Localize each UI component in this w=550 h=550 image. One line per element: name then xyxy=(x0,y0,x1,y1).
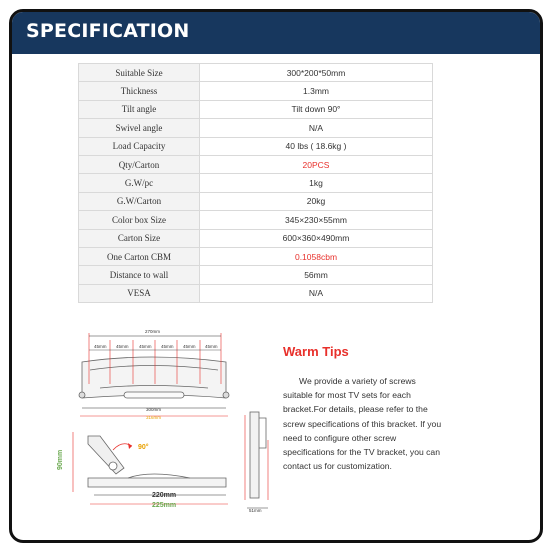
inner-width-label: 300mm xyxy=(146,407,162,412)
spec-label: Distance to wall xyxy=(79,266,200,284)
spec-value: 20kg xyxy=(200,192,433,210)
front-view xyxy=(79,357,229,398)
spec-value: 600×360×490mm xyxy=(200,229,433,247)
spec-label: VESA xyxy=(79,284,200,302)
spec-label: Color box Size xyxy=(79,211,200,229)
spec-value: 56mm xyxy=(200,266,433,284)
hole-spacing-label: 45mm xyxy=(161,344,174,349)
spec-value: 1kg xyxy=(200,174,433,192)
spec-value: 40 lbs ( 18.6kg ) xyxy=(200,137,433,155)
hole-spacing-label: 45mm xyxy=(116,344,129,349)
hole-spacing-label: 45mm xyxy=(205,344,218,349)
spec-label: Tilt angle xyxy=(79,100,200,118)
tilt-label: 90° xyxy=(138,444,149,451)
top-width-label: 270mm xyxy=(145,329,161,334)
spec-value: N/A xyxy=(200,284,433,302)
spec-value: 345×230×55mm xyxy=(200,211,433,229)
spec-value: 1.3mm xyxy=(200,82,433,100)
warm-tips-text: We provide a variety of screws suitable for most TV sets for each bracket.For details, please refer to the screw specifications of this bracket. If you need to configure other screw specifications for the TV bracket, you can contact us for customization. xyxy=(283,376,442,472)
spec-value: N/A xyxy=(200,119,433,137)
spec-label: Swivel angle xyxy=(79,119,200,137)
hole-spacing-labels xyxy=(94,344,218,349)
warm-tips-title: Warm Tips xyxy=(283,344,349,359)
spec-label: One Carton CBM xyxy=(79,247,200,265)
profile-view xyxy=(245,412,268,513)
depth-label: 51mm xyxy=(249,508,262,513)
base-width-label: 220mm xyxy=(152,492,177,499)
spec-value: Tilt down 90° xyxy=(200,100,433,118)
spec-label: G.W/Carton xyxy=(79,192,200,210)
spec-value: 20PCS xyxy=(200,155,433,173)
hole-spacing-label: 45mm xyxy=(183,344,196,349)
hole-spacing-label: 45mm xyxy=(139,344,152,349)
spec-label: Carton Size xyxy=(79,229,200,247)
side-view xyxy=(57,432,228,509)
spec-label: Thickness xyxy=(79,82,200,100)
spec-label: G.W/pc xyxy=(79,174,200,192)
spec-label: Suitable Size xyxy=(79,64,200,82)
height-label: 90mm xyxy=(57,449,64,470)
spec-value: 300*200*50mm xyxy=(200,64,433,82)
page-title: SPECIFICATION xyxy=(26,20,190,42)
hole-spacing-label: 45mm xyxy=(94,344,107,349)
outer-width-label: 316mm xyxy=(146,415,162,420)
spec-label: Qty/Carton xyxy=(79,155,200,173)
spec-value: 0.1058cbm xyxy=(200,247,433,265)
spec-label: Load Capacity xyxy=(79,137,200,155)
base-outer-width-label: 225mm xyxy=(152,502,177,509)
